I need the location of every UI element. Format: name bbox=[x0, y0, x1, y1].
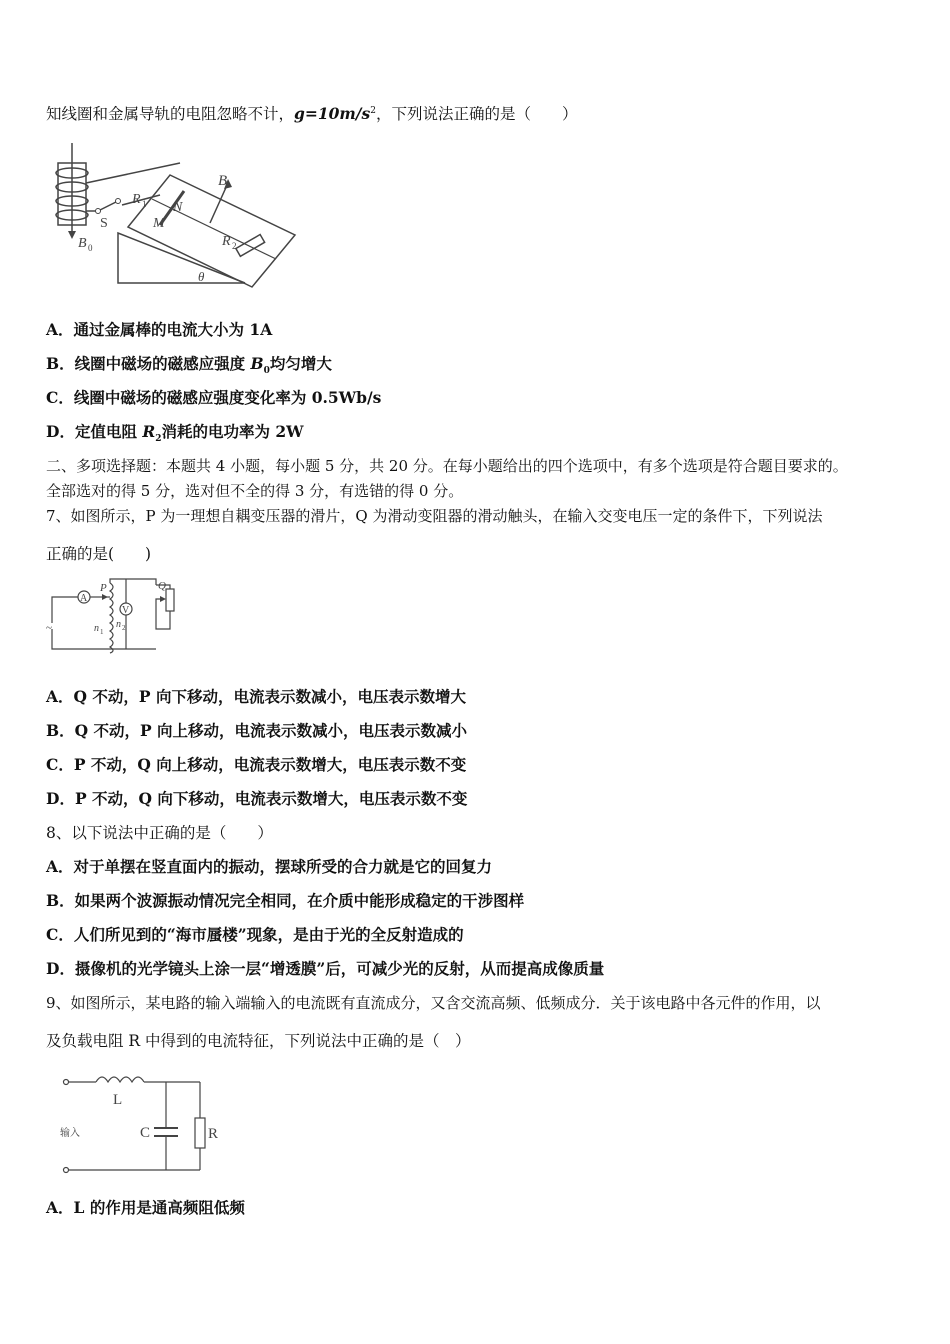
n2-label: n bbox=[116, 619, 121, 630]
label-R1: R bbox=[132, 192, 141, 207]
q8-option-a: A．对于单摆在竖直面内的振动，摆球所受的合力就是它的回复力 bbox=[46, 857, 493, 876]
section2-line1: 二、多项选择题：本题共 4 小题，每小题 5 分，共 20 分。在每小题给出的四个选项中，有多个选项是符合题目要求的。 bbox=[46, 457, 848, 475]
q7-option-d: D．P 不动，Q 向下移动，电流表示数增大，电压表示数不变 bbox=[46, 789, 468, 808]
inductor-label: L bbox=[113, 1092, 123, 1108]
n1-sub: 1 bbox=[100, 628, 104, 636]
n2-sub: 2 bbox=[122, 624, 126, 632]
q6-option-b: B．线圈中磁场的磁感应强度 $B_0$均匀增大 bbox=[46, 354, 332, 377]
q8-stem: 8、以下说法中正确的是（ ） bbox=[46, 824, 273, 842]
resistor-label: R bbox=[208, 1126, 219, 1142]
q6-option-d: D．定值电阻 $R_2$消耗的电功率为 2W bbox=[46, 422, 304, 445]
label-R1-sub: 1 bbox=[142, 199, 147, 209]
q7-stem-line1: 7、如图所示，P 为一理想自耦变压器的滑片，Q 为滑动变阻器的滑动触头，在输入交变电压一定的条件下，下列说法 bbox=[46, 507, 823, 525]
figure-autotransformer bbox=[44, 575, 184, 655]
slider-P-label: P bbox=[100, 582, 107, 594]
q6-option-a: A．通过金属棒的电流大小为 1A bbox=[46, 320, 273, 339]
q7-option-b: B．Q 不动，P 向上移动，电流表示数减小，电压表示数减小 bbox=[46, 721, 468, 740]
label-N: N bbox=[173, 200, 183, 215]
label-B: B bbox=[218, 173, 228, 189]
section2-line2: 全部选对的得 5 分，选对但不全的得 3 分，有选错的得 0 分。 bbox=[46, 482, 464, 500]
label-S: S bbox=[100, 216, 108, 231]
question-intro: 知线圈和金属导轨的电阻忽略不计，$g=10m/s^2$，下列说法正确的是（ ） bbox=[46, 104, 578, 124]
label-theta: θ bbox=[198, 269, 205, 284]
q9-stem-line1: 9、如图所示，某电路的输入端输入的电流既有直流成分，又含交流高频、低频成分．关于该电路中各元件的作用，以 bbox=[46, 994, 821, 1012]
slider-Q-label: Q bbox=[158, 580, 166, 592]
label-B0: B bbox=[78, 236, 87, 251]
capacitor-label: C bbox=[140, 1125, 151, 1141]
figure-coil-inclined-rails bbox=[40, 135, 305, 290]
label-R2-sub: 2 bbox=[232, 241, 237, 251]
q6-option-c: C．线圈中磁场的磁感应强度变化率为 0.5Wb/s bbox=[46, 388, 382, 407]
n1-label: n bbox=[94, 623, 99, 634]
q9-option-a: A．L 的作用是通高频阻低频 bbox=[46, 1198, 245, 1217]
label-M: M bbox=[153, 216, 165, 231]
ac-source-symbol: ~ bbox=[46, 622, 52, 634]
voltmeter-label: V bbox=[122, 605, 130, 616]
q7-stem-line2: 正确的是( ) bbox=[46, 545, 152, 563]
label-R2: R bbox=[222, 234, 231, 249]
q9-stem-line2: 及负载电阻 R 中得到的电流特征，下列说法中正确的是（ ） bbox=[46, 1032, 471, 1050]
ammeter-label: A bbox=[80, 593, 88, 604]
q7-option-c: C．P 不动，Q 向上移动，电流表示数增大，电压表示数不变 bbox=[46, 755, 467, 774]
q7-option-a: A．Q 不动，P 向下移动，电流表示数减小，电压表示数增大 bbox=[46, 687, 466, 706]
q8-option-d: D．摄像机的光学镜头上涂一层“增透膜”后，可减少光的反射，从而提高成像质量 bbox=[46, 959, 605, 978]
figure-lc-filter bbox=[58, 1068, 233, 1178]
label-B0-sub: 0 bbox=[88, 243, 93, 253]
q8-option-b: B．如果两个波源振动情况完全相同，在介质中能形成稳定的干涉图样 bbox=[46, 891, 525, 910]
q8-option-c: C．人们所见到的“海市蜃楼”现象，是由于光的全反射造成的 bbox=[46, 925, 464, 944]
input-label: 输入 bbox=[60, 1128, 80, 1139]
